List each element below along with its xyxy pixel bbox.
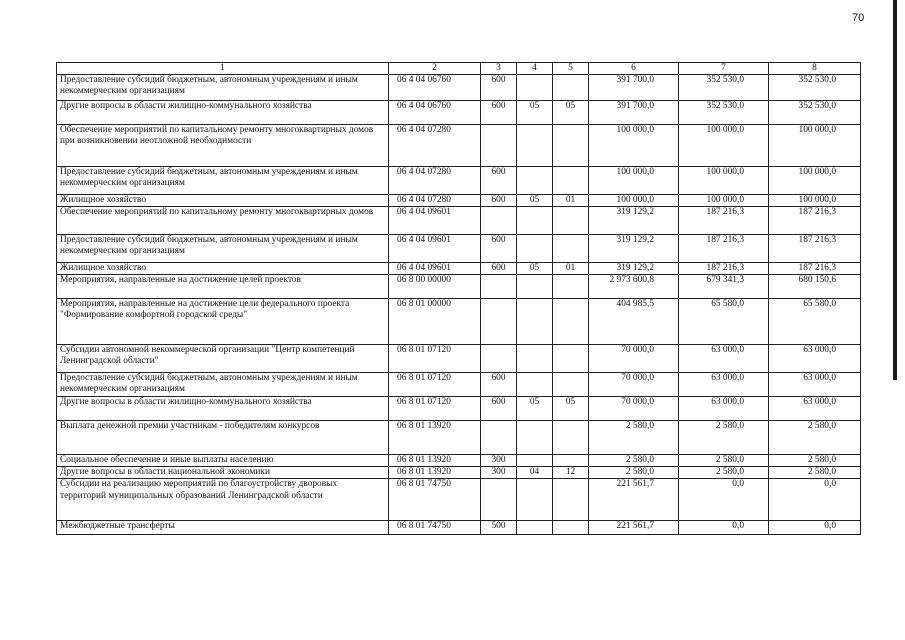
- table-row: [57, 195, 861, 207]
- row-subsection: 01: [553, 195, 589, 207]
- table-row: [57, 235, 861, 263]
- row-subsection: [553, 479, 589, 521]
- row-section: 05: [517, 101, 553, 125]
- row-section: [517, 521, 553, 535]
- row-type: 600: [481, 397, 517, 421]
- row-value-7: 100 000,0: [679, 195, 769, 207]
- row-subsection: [553, 373, 589, 397]
- row-value-8: 63 000,0: [769, 373, 861, 397]
- row-type: [481, 299, 517, 345]
- row-type: 600: [481, 195, 517, 207]
- row-code: 06 4 04 09601: [389, 263, 481, 275]
- row-section: 05: [517, 397, 553, 421]
- row-subsection: [553, 455, 589, 467]
- table-row: [57, 373, 861, 397]
- row-type: 600: [481, 75, 517, 101]
- row-value-8: 100 000,0: [769, 125, 861, 167]
- row-subsection: 01: [553, 263, 589, 275]
- row-subsection: [553, 125, 589, 167]
- row-value-8: 187 216,3: [769, 263, 861, 275]
- row-code: 06 4 04 07280: [389, 125, 481, 167]
- row-description: Социальное обеспечение и иные выплаты населению: [57, 455, 389, 467]
- row-description: Другие вопросы в области национальной экономики: [57, 467, 389, 479]
- row-section: [517, 125, 553, 167]
- row-description: Жилищное хозяйство: [57, 195, 389, 207]
- budget-table: [56, 62, 861, 535]
- table-row: [57, 479, 861, 521]
- column-header: 6: [589, 63, 679, 75]
- column-header: 2: [389, 63, 481, 75]
- row-code: 06 8 01 00000: [389, 299, 481, 345]
- row-section: 05: [517, 263, 553, 275]
- table-row: [57, 263, 861, 275]
- row-code: 06 8 01 74750: [389, 521, 481, 535]
- row-value-8: 65 580,0: [769, 299, 861, 345]
- row-code: 06 8 01 07120: [389, 397, 481, 421]
- row-value-6: 391 700,0: [589, 101, 679, 125]
- row-description: Жилищное хозяйство: [57, 263, 389, 275]
- row-section: 04: [517, 467, 553, 479]
- row-value-8: 187 216,3: [769, 235, 861, 263]
- page-number: 70: [852, 12, 865, 24]
- row-description: Предоставление субсидий бюджетным, автономным учреждениям и иным некоммерческим организациям: [57, 167, 389, 195]
- table-header-row: [57, 63, 861, 75]
- row-value-7: 65 580,0: [679, 299, 769, 345]
- row-type: 600: [481, 235, 517, 263]
- row-type: 600: [481, 101, 517, 125]
- row-value-6: 2 580,0: [589, 455, 679, 467]
- table-row: [57, 125, 861, 167]
- row-type: 300: [481, 467, 517, 479]
- table-row: [57, 455, 861, 467]
- column-header: 8: [769, 63, 861, 75]
- row-value-8: 2 580,0: [769, 455, 861, 467]
- table-row: [57, 467, 861, 479]
- row-subsection: [553, 421, 589, 455]
- row-value-8: 2 580,0: [769, 467, 861, 479]
- row-code: 06 8 01 13920: [389, 455, 481, 467]
- row-description: Предоставление субсидий бюджетным, автономным учреждениям и иным некоммерческим организациям: [57, 75, 389, 101]
- row-value-6: 2 973 600,8: [589, 275, 679, 299]
- column-header: 5: [553, 63, 589, 75]
- row-subsection: [553, 345, 589, 373]
- row-value-6: 70 000,0: [589, 345, 679, 373]
- table-row: [57, 299, 861, 345]
- row-code: 06 4 04 07280: [389, 195, 481, 207]
- column-header: 7: [679, 63, 769, 75]
- row-description: Выплата денежной премии участникам - победителям конкурсов: [57, 421, 389, 455]
- row-description: Другие вопросы в области жилищно-коммунального хозяйства: [57, 397, 389, 421]
- row-code: 06 8 01 13920: [389, 467, 481, 479]
- row-description: Предоставление субсидий бюджетным, автономным учреждениям и иным некоммерческим организациям: [57, 373, 389, 397]
- scan-edge-bar: [893, 0, 897, 380]
- row-description: Мероприятия, направленные на достижение целей проектов: [57, 275, 389, 299]
- row-subsection: [553, 299, 589, 345]
- row-code: 06 4 04 09601: [389, 235, 481, 263]
- row-section: [517, 421, 553, 455]
- row-subsection: [553, 521, 589, 535]
- row-value-7: 2 580,0: [679, 467, 769, 479]
- row-value-7: 352 530,0: [679, 75, 769, 101]
- row-value-6: 319 129,2: [589, 207, 679, 235]
- row-value-8: 187 216,3: [769, 207, 861, 235]
- row-value-6: 100 000,0: [589, 195, 679, 207]
- row-type: 300: [481, 455, 517, 467]
- table-row: [57, 75, 861, 101]
- row-value-6: 319 129,2: [589, 235, 679, 263]
- row-value-8: 100 000,0: [769, 195, 861, 207]
- row-type: 500: [481, 521, 517, 535]
- row-type: 600: [481, 263, 517, 275]
- row-value-8: 352 530,0: [769, 75, 861, 101]
- row-value-7: 2 580,0: [679, 421, 769, 455]
- row-section: [517, 479, 553, 521]
- row-section: [517, 455, 553, 467]
- row-description: Субсидии на реализацию мероприятий по благоустройству дворовых территорий муниципальных образований Ленинградской области: [57, 479, 389, 521]
- row-value-7: 63 000,0: [679, 373, 769, 397]
- row-value-8: 352 530,0: [769, 101, 861, 125]
- row-section: [517, 345, 553, 373]
- row-value-7: 187 216,3: [679, 235, 769, 263]
- row-value-7: 63 000,0: [679, 397, 769, 421]
- row-code: 06 4 04 09601: [389, 207, 481, 235]
- row-code: 06 4 04 06760: [389, 75, 481, 101]
- row-section: [517, 373, 553, 397]
- row-type: [481, 345, 517, 373]
- column-header: 1: [57, 63, 389, 75]
- row-section: [517, 275, 553, 299]
- row-value-6: 70 000,0: [589, 397, 679, 421]
- row-code: 06 8 00 00000: [389, 275, 481, 299]
- row-section: [517, 167, 553, 195]
- row-code: 06 4 04 07280: [389, 167, 481, 195]
- row-value-6: 404 985,5: [589, 299, 679, 345]
- row-value-6: 2 580,0: [589, 421, 679, 455]
- row-description: Обеспечение мероприятий по капитальному ремонту многоквартирных домов при возникновении неотложной необходимости: [57, 125, 389, 167]
- row-value-8: 0,0: [769, 521, 861, 535]
- row-value-8: 2 580,0: [769, 421, 861, 455]
- row-description: Обеспечение мероприятий по капитальному ремонту многоквартирных домов: [57, 207, 389, 235]
- row-type: 600: [481, 373, 517, 397]
- table-row: [57, 167, 861, 195]
- row-value-7: 63 000,0: [679, 345, 769, 373]
- row-description: Субсидии автономной некоммерческой организации "Центр компетенций Ленинградской области": [57, 345, 389, 373]
- row-type: [481, 207, 517, 235]
- row-value-6: 319 129,2: [589, 263, 679, 275]
- row-description: Предоставление субсидий бюджетным, автономным учреждениям и иным некоммерческим организациям: [57, 235, 389, 263]
- row-value-6: 391 700,0: [589, 75, 679, 101]
- row-section: [517, 299, 553, 345]
- row-section: [517, 207, 553, 235]
- row-type: [481, 421, 517, 455]
- row-value-8: 63 000,0: [769, 397, 861, 421]
- row-code: 06 8 01 13920: [389, 421, 481, 455]
- row-value-7: 2 580,0: [679, 455, 769, 467]
- row-value-7: 187 216,3: [679, 207, 769, 235]
- row-value-6: 221 561,7: [589, 479, 679, 521]
- row-value-7: 352 530,0: [679, 101, 769, 125]
- row-value-6: 100 000,0: [589, 167, 679, 195]
- row-section: [517, 235, 553, 263]
- row-description: Мероприятия, направленные на достижение цели федерального проекта "Формирование комфортной городской среды": [57, 299, 389, 345]
- row-value-6: 70 000,0: [589, 373, 679, 397]
- row-subsection: [553, 275, 589, 299]
- row-type: [481, 125, 517, 167]
- row-value-6: 100 000,0: [589, 125, 679, 167]
- row-subsection: 12: [553, 467, 589, 479]
- row-value-8: 0,0: [769, 479, 861, 521]
- row-value-8: 680 150,6: [769, 275, 861, 299]
- table-row: [57, 345, 861, 373]
- row-code: 06 8 01 74750: [389, 479, 481, 521]
- row-value-7: 187 216,3: [679, 263, 769, 275]
- column-header: 3: [481, 63, 517, 75]
- row-value-6: 221 561,7: [589, 521, 679, 535]
- row-value-6: 2 580,0: [589, 467, 679, 479]
- row-subsection: 05: [553, 101, 589, 125]
- row-subsection: [553, 235, 589, 263]
- row-subsection: [553, 207, 589, 235]
- row-code: 06 8 01 07120: [389, 373, 481, 397]
- row-value-7: 0,0: [679, 479, 769, 521]
- table-row: [57, 101, 861, 125]
- row-type: [481, 275, 517, 299]
- column-header: 4: [517, 63, 553, 75]
- row-subsection: [553, 167, 589, 195]
- row-value-7: 0,0: [679, 521, 769, 535]
- table-row: [57, 207, 861, 235]
- table-row: [57, 275, 861, 299]
- row-value-7: 100 000,0: [679, 125, 769, 167]
- row-type: [481, 479, 517, 521]
- row-subsection: 05: [553, 397, 589, 421]
- row-description: Межбюджетные трансферты: [57, 521, 389, 535]
- row-value-7: 100 000,0: [679, 167, 769, 195]
- table-row: [57, 421, 861, 455]
- row-type: 600: [481, 167, 517, 195]
- row-value-8: 63 000,0: [769, 345, 861, 373]
- row-description: Другие вопросы в области жилищно-коммунального хозяйства: [57, 101, 389, 125]
- table-row: [57, 397, 861, 421]
- row-value-8: 100 000,0: [769, 167, 861, 195]
- row-section: [517, 75, 553, 101]
- row-code: 06 4 04 06760: [389, 101, 481, 125]
- row-section: 05: [517, 195, 553, 207]
- table-row: [57, 521, 861, 535]
- row-subsection: [553, 75, 589, 101]
- row-value-7: 679 341,3: [679, 275, 769, 299]
- row-code: 06 8 01 07120: [389, 345, 481, 373]
